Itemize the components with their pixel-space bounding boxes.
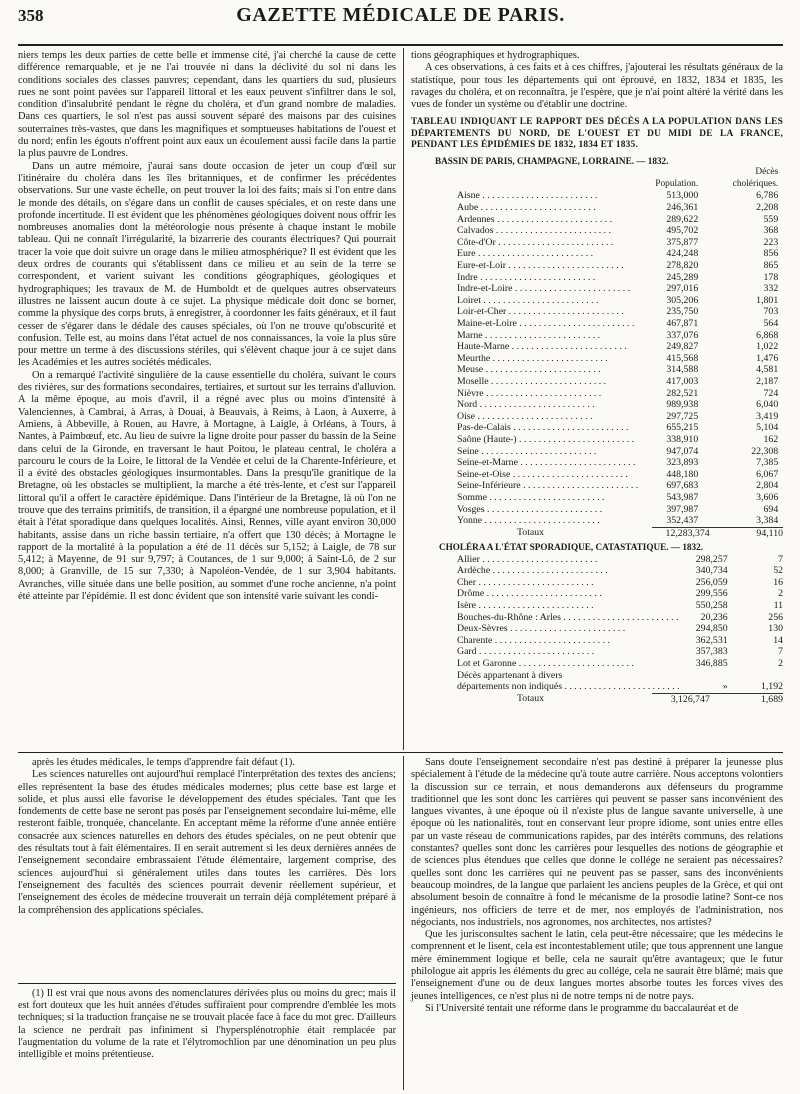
deces-cell: 6,040 — [756, 399, 779, 411]
population-cell: 256,059 — [695, 576, 728, 588]
table-row — [457, 225, 778, 237]
dept-name: Indre-et-Loire . . . . . . . . . . . . . . . . . . . . . . . . — [457, 283, 631, 295]
population-cell: 337,076 — [666, 329, 699, 341]
dept-name: Somme . . . . . . . . . . . . . . . . . . . . . . . . — [457, 491, 605, 503]
dept-name: Maine-et-Loire . . . . . . . . . . . . . . . . . . . . . . . . — [457, 318, 635, 329]
paragraph: A ces observations, à ces faits et à ces chiffres, j'ajouterai les résultats généraux de la statistique, pour tous les départements qui ont éprouvé, en 1832, 1834 et 1835, les ravages du choléra, et on reconnaîtra, je l'espère, que je n'ai point altéré la vérité dans les vues de fonder un système ou d'établir une doctrine. — [411, 62, 783, 111]
deces-cell: 1,022 — [756, 341, 779, 353]
population-cell: 375,877 — [666, 236, 699, 248]
table-row — [457, 422, 778, 434]
deces-cell: 2 — [778, 588, 783, 600]
dept-name: Meuse . . . . . . . . . . . . . . . . . . . . . . . . — [457, 364, 601, 376]
deces-cell: 6,786 — [756, 190, 779, 202]
table-row — [457, 646, 783, 658]
table-row — [457, 364, 778, 376]
table-row — [457, 670, 783, 682]
deces-cell: 559 — [763, 213, 779, 225]
dept-name: Indre . . . . . . . . . . . . . . . . . . . . . . . . — [457, 271, 596, 283]
sporadic-table-1832 — [457, 554, 783, 693]
population-cell: 294,850 — [695, 623, 728, 635]
left-column — [18, 50, 396, 603]
population-cell: 299,556 — [695, 588, 728, 600]
deces-cell: 7 — [778, 553, 783, 565]
population-cell: 655,215 — [666, 422, 699, 434]
col-header-deces-line1: Décès — [755, 167, 779, 178]
population-cell: 323,893 — [666, 457, 699, 469]
table-title: TABLEAU INDIQUANT LE RAPPORT DES DÉCÈS A LA POPULATION DANS LES DÉPARTEMENTS DU NORD, DE L'OUEST ET DU MIDI DE LA FRANCE, PENDANT LES ÉPIDÉMIES DE 1832, 1834 ET 1835. — [411, 117, 783, 151]
deces-cell: 724 — [763, 387, 779, 399]
population-cell: 417,003 — [666, 375, 699, 387]
dept-name: Oise . . . . . . . . . . . . . . . . . . . . . . . . — [457, 410, 593, 422]
table-header-row — [457, 167, 778, 190]
deces-cell: 2,208 — [756, 202, 779, 214]
footnote — [18, 988, 396, 1061]
table-row — [457, 260, 778, 272]
table-row — [457, 612, 783, 624]
table-row — [457, 237, 778, 249]
totals-table-1 — [457, 527, 783, 540]
paragraph: Sans doute l'enseignement secondaire n'est pas destiné à préparer la jeunesse plus spécialement à l'étude de la médecine qu'à toute autre carrière. Nous acceptons volontiers la discussion sur ce terrain, et nous demanderons aux défenseurs du programme traditionnel que les sont donc les carrières qui peuvent se passer sans inconvénient des langues vivantes, à une époque où il n'existe plus de langue savante universelle, à une époque où les nationalités, tout en conservant leur propre idiome, sont unies entre elles par un vaste réseau de communications rapides, par des intérêts communs, des relations constantes? quelles sont donc les carrières pour lesquelles des notions de géographie et de sciences plus étendues que celles que donne le collége ne seraient pas nécessaires? quelles sont donc les carrières qui ne peuvent pas se passer, sans des inconvénients beaucoup moindres, de la langue que parlaient les anciens peuples de la Grèce, et qui ont absolument besoin de connaître à fond le mécanisme de la prosodie latine? Sont-ce nos ingénieurs, nos officiers de terre et de mer, nos employés de l'administration, nos négociants, nos industriels, nos agronomes, nos architectes, nos artistes? — [411, 757, 783, 928]
population-cell: 305,206 — [666, 294, 699, 306]
dept-name: Gard . . . . . . . . . . . . . . . . . . . . . . . . — [457, 646, 595, 658]
population-cell: 989,938 — [666, 399, 699, 411]
population-cell — [680, 670, 728, 682]
table-row — [457, 492, 778, 504]
table-row — [457, 434, 778, 446]
right-column — [411, 50, 783, 705]
paragraph: Les sciences naturelles ont aujourd'hui remplacé l'interprétation des textes des anciens; elles représentent la base des études médicales modernes; plus cette base est large et solide, et plus aussi elle favorise le développement des études spéciales. Tant que les fondements de cette base ne seront pas posés par l'enseignement secondaire lui-même, elle resteront faible, tronquée, chancelante. En acceptant même la réforme d'une année entière consacrée aux sciences naturelles en dehors des études spéciales, on ne peut obtenir que des résultats tout à fait élémentaires. Il en serait autrement si les deux dernières années de l'enseignement secondaire embrassaient l'étude élémentaire, largement comprise, des sciences aujourd'hui si généralement utiles dans toutes les carrières. Dès lors l'enseignement des facultés des sciences pourrait devenir réellement supérieur, et l'enseignement des écoles de médecine trouverait un terrain déjà complétement préparé à la compréhension des applications spéciales. — [18, 769, 396, 916]
dept-name: Vosges . . . . . . . . . . . . . . . . . . . . . . . . — [457, 503, 603, 515]
total-label: Totaux — [517, 693, 545, 705]
dept-name: Seine-Inférieure . . . . . . . . . . . . . . . . . . . . . . . . — [457, 480, 639, 492]
deces-cell: 178 — [763, 271, 779, 283]
table-row — [457, 399, 778, 411]
deces-cell: 7 — [778, 646, 783, 658]
deces-cell: 2,804 — [756, 480, 779, 492]
page-header — [18, 4, 783, 44]
total-deces: 94,110 — [710, 527, 783, 539]
deces-cell: 14 — [773, 634, 783, 646]
deces-cell: 22,308 — [751, 445, 779, 457]
deces-cell: 865 — [763, 260, 779, 272]
footnote-text: (1) Il est vrai que nous avons des nomenclatures dérivées plus ou moins du grec; mais il est fort douteux que les huit années d'études suffiraient pour comprendre d'emblée les mots techniques; si la traduction française ne se trouvait placée face à face du mot grec. D'ailleurs la science ne perdrait pas infiniment si l'hypersplénotrophie était remplacée par l'augmentation du volume de la rate et l'élytromochlion par une dénomination un peu plus intelligible et moins prétentieuse. — [18, 988, 396, 1061]
table-section-heading: CHOLÉRA A L'ÉTAT SPORADIQUE, CATASTATIQUE. — 1832. — [439, 542, 704, 553]
table-row — [457, 469, 778, 481]
table-row — [457, 588, 783, 600]
deces-cell: 5,104 — [756, 422, 779, 434]
dept-name: Bouches-du-Rhône : Arles . . . . . . . . . . . . . . . . . . . . . . . . — [457, 611, 679, 623]
table-row — [457, 446, 778, 458]
paragraph: Dans un autre mémoire, j'aurai sans doute occasion de jeter un coup d'œil sur l'itinéraire du choléra dans les îles britanniques, et de confirmer les précédentes observations. Sur une vaste échelle, on peut trouver la loi des faits; mais si l'on entre dans le monde des détails, on s'égare dans un conflit de causes spéciales, et on reste dans une profonde incertitude. Il est évident que les phénomènes géologiques doivent nous offrir les nombreuses anomalies dont la météorologie nous présente à chaque instant le mobile tableau. Qui ne connaît l'irrégularité, la bizarrerie des courants électriques? Qui pourrait tracer la voie que doit suivre un orage dans le milieu atmosphérique? Il est évident que les deux ordres de courants qui s'établissent dans ce milieu et au sein de la terre se correspondent, et varient suivant les conditions géographiques, géologiques et hydrographiques; les travaux de M. de Humboldt et de quelques autres observateurs illustres ne laissent aucun doute à ce sujet. La physique médicale doit donc se borner, comme la physique des corps bruts, à enregistrer, à coordonner les faits généraux, et il faut cesser de s'égarer dans le dédale des causes spéciales, où l'on ne trouve qu'obscurité et confusion. Telle est, au moins dans l'état actuel de nos connaissances, la voie la plus sûre pour mettre un terme à des discussions stériles, qui s'élèvent chaque jour à ce sujet dans les Académies et les autres sociétés médicales. — [18, 160, 396, 369]
population-cell: 467,871 — [666, 318, 699, 329]
footnote-rule — [18, 983, 396, 984]
table-row — [457, 577, 783, 589]
deces-cell: 223 — [763, 236, 779, 248]
dept-name: Nièvre . . . . . . . . . . . . . . . . . . . . . . . . — [457, 387, 602, 399]
table-row — [457, 353, 778, 365]
table-row — [457, 623, 783, 635]
dept-name: Côte-d'Or . . . . . . . . . . . . . . . . . . . . . . . . — [457, 236, 614, 248]
table-row — [457, 504, 778, 516]
population-cell: 397,987 — [666, 503, 699, 515]
dept-name: Isère . . . . . . . . . . . . . . . . . . . . . . . . — [457, 599, 594, 611]
dept-name: Eure . . . . . . . . . . . . . . . . . . . . . . . . — [457, 248, 594, 260]
table-row — [457, 457, 778, 469]
table-row — [457, 272, 778, 284]
table-row — [457, 480, 778, 492]
dept-name: Aube . . . . . . . . . . . . . . . . . . . . . . . . — [457, 202, 596, 214]
population-cell: 289,622 — [666, 213, 699, 225]
table-row — [457, 295, 778, 307]
table-row — [457, 202, 778, 214]
dept-name: Moselle . . . . . . . . . . . . . . . . . . . . . . . . — [457, 375, 607, 387]
table-row — [457, 376, 778, 388]
deces-cell: 52 — [773, 565, 783, 577]
table-total-row — [457, 693, 783, 705]
dept-name: Seine-et-Marne . . . . . . . . . . . . . . . . . . . . . . . . — [457, 457, 636, 469]
dept-name: Nord . . . . . . . . . . . . . . . . . . . . . . . . — [457, 399, 595, 411]
deces-cell: 703 — [763, 306, 779, 318]
section-rule — [18, 752, 783, 753]
deces-cell: 1,476 — [756, 352, 779, 364]
deces-cell: 1,801 — [756, 294, 779, 306]
table-row — [457, 318, 778, 330]
population-cell: 282,521 — [666, 387, 699, 399]
total-label: Totaux — [517, 527, 545, 539]
population-cell: 246,361 — [666, 202, 699, 214]
table-row — [457, 565, 783, 577]
dept-name: Haute-Marne . . . . . . . . . . . . . . . . . . . . . . . . — [457, 341, 627, 353]
population-cell: 448,180 — [666, 468, 699, 480]
deces-cell: 130 — [768, 623, 783, 635]
deces-cell: 1,192 — [760, 681, 783, 693]
paragraph: tions géographiques et hydrographiques. — [411, 50, 580, 61]
population-cell: 249,827 — [666, 341, 699, 353]
table-row — [457, 388, 778, 400]
dept-name: Décès appartenant à divers — [457, 669, 563, 681]
dept-name: Yonne . . . . . . . . . . . . . . . . . . . . . . . . — [457, 515, 600, 527]
table-row — [457, 515, 778, 527]
table-row — [457, 214, 778, 226]
dept-name: Loir-et-Cher . . . . . . . . . . . . . . . . . . . . . . . . — [457, 306, 624, 318]
header-rule — [18, 44, 783, 46]
population-cell: 340,734 — [695, 565, 728, 577]
dept-name: Calvados . . . . . . . . . . . . . . . . . . . . . . . . — [457, 225, 612, 237]
deces-cell: 7,385 — [756, 457, 779, 469]
deces-cell: 4,581 — [756, 364, 779, 376]
total-population: 12,283,374 — [652, 527, 710, 539]
dept-name: Aisne . . . . . . . . . . . . . . . . . . . . . . . . — [457, 190, 598, 202]
table-total-row — [457, 527, 783, 539]
dept-name: Loiret . . . . . . . . . . . . . . . . . . . . . . . . — [457, 294, 599, 306]
population-cell: 278,820 — [666, 260, 699, 272]
deces-cell: 694 — [763, 503, 779, 515]
deces-cell: 6,868 — [756, 329, 779, 341]
journal-title: GAZETTE MÉDICALE DE PARIS. — [236, 4, 565, 26]
dept-name: Deux-Sèvres . . . . . . . . . . . . . . . . . . . . . . . . — [457, 623, 626, 635]
dept-name: Charente . . . . . . . . . . . . . . . . . . . . . . . . — [457, 634, 610, 646]
deces-cell: 11 — [773, 599, 783, 611]
mortality-table-1832 — [457, 167, 778, 526]
table-row — [457, 341, 778, 353]
col-header-deces — [698, 167, 778, 190]
population-cell: 495,702 — [666, 225, 699, 237]
deces-cell: 3,419 — [756, 410, 779, 422]
page-number: 358 — [18, 6, 44, 25]
population-cell: 513,000 — [666, 190, 699, 202]
population-cell: 362,531 — [695, 634, 728, 646]
dept-name: Pas-de-Calais . . . . . . . . . . . . . . . . . . . . . . . . — [457, 422, 629, 434]
table-row — [457, 681, 783, 693]
dept-name: Seine-et-Oise . . . . . . . . . . . . . . . . . . . . . . . . — [457, 468, 628, 480]
population-cell: 245,289 — [666, 271, 699, 283]
deces-cell: 856 — [763, 248, 779, 260]
population-cell: 235,750 — [666, 306, 699, 318]
column-divider — [403, 756, 404, 1090]
total-population: 3,126,747 — [652, 693, 710, 705]
table-row — [457, 306, 778, 318]
paragraph: Si l'Université tentait une réforme dans le programme du baccalauréat et de — [425, 1002, 739, 1014]
deces-cell: 162 — [763, 433, 779, 445]
dept-name: Ardennes . . . . . . . . . . . . . . . . . . . . . . . . — [457, 213, 613, 225]
paragraph: niers temps les deux parties de cette belle et immense cité, j'ai cherché la cause de cette différence remarquable, et je ne l'ai trouvée ni dans la déclivité du sol ni dans les conditions sociales des classes pauvres; cependant, dans les quartiers du sud, plusieurs rues ne sont point pavées sur l'appareil littoral et les eaux peuvent s'infiltrer dans le sol, condition d'insalubrité pendant le règne du choléra, et d'un grand nombre de maladies. Dans ces quartiers, le sol n'est pas aussi souvent séparé des maisons par des cuisines souterraines très-vastes, que dans les magnifiques et somptueuses habitations de l'ouest et du nord; enfin les égouts n'offrent point aux eaux un écoulement aussi facile dans la partie la plus pauvre de Londres. — [18, 50, 396, 160]
population-cell: 297,725 — [666, 410, 699, 422]
table-row — [457, 600, 783, 612]
table-section-heading: BASSIN DE PARIS, CHAMPAGNE, LORRAINE. — 1832. — [435, 155, 669, 166]
totals-table-2 — [457, 693, 783, 706]
table-row — [457, 658, 783, 670]
dept-name: Cher . . . . . . . . . . . . . . . . . . . . . . . . — [457, 576, 594, 588]
dept-name: Drôme . . . . . . . . . . . . . . . . . . . . . . . . — [457, 588, 602, 600]
deces-cell: 2 — [778, 657, 783, 669]
table-row — [457, 554, 783, 566]
population-cell: 297,016 — [666, 283, 699, 295]
column-divider — [403, 48, 404, 750]
dept-name: Ardèche . . . . . . . . . . . . . . . . . . . . . . . . — [457, 565, 608, 577]
population-cell: 352,437 — [666, 515, 699, 527]
population-cell: 947,074 — [666, 445, 699, 457]
deces-cell — [728, 670, 783, 682]
paragraph: Que les jurisconsultes sachent le latin, cela peut-être nécessaire; que les médecins le comprennent et le lisent, cela est incontestablement utile; que tous apprennent une langue mère éminemment logique et belle, cela ne saurait qu'être avantageux; que le futur philologue ait appris les éléments du grec au collége, cela ne saurait être blâmé; mais que l'enseignement d'une ou de deux langues mortes absorbe toutes les forces vives des jeunes intelligences, ce n'est plus ni de notre temps ni de notre pays. — [411, 929, 783, 1002]
deces-cell: 3,606 — [756, 491, 779, 503]
dept-name: Seine . . . . . . . . . . . . . . . . . . . . . . . . — [457, 445, 597, 457]
paragraph: On a remarqué l'activité singulière de la cause essentielle du choléra, suivant le cours des rivières, sur des formations secondaires, tertiaires, et surtout sur les terrains d'alluvion. A la même époque, au mois d'avril, il a régné avec plus ou moins d'intensité à Valenciennes, à Cambrai, à Arras, à Douai, à Beauvais, à Reims, à Laon, à Auxerre, à Amiens, à Abbeville, à Rouen, au Havre, à Mortagne, à Laigle, à Orléans, à Tours, à Nantes, à Paimbœuf, etc. Au lieu de suivre la ligne droite pour passer du bassin de la Seine dans celui de la Gironde, en traversant le haut Poitou, le plateau central, le choléra a parcouru le cours de la Loire, le littoral de la Vendée et celui de la Charente-Inférieure, et il a évité des obstacles géologiques insurmontables. Dans la presqu'île granitique de la Bretagne, où les obstacles se multiplient, la marche a été très-lente, et c'est sur l'appareil littoral qu'il a offert le caractère épidémique. Dans l'intérieur de la Bretagne, là où l'on ne trouve que des terrains primitifs, de transition, il a épargné une nombreuse population, et il était à l'état sporadique dans quelques localités. Ainsi, Rennes, ville ayant environ 30,000 habitants, assise dans un riche bassin tertiaire, n'a offert que 130 décès; à Mortagne le rapport de la mortalité à la population a été de 11 décès sur 5,152; à Laigle, de 78 sur 5,412; à Mayenne, de 91 sur 9,797; à Coutances, de 1 sur 9,000; à Saint-Lô, de 2 sur 8,000; à Granville, de 15 sur 7,330; à Napoléon-Vendée, de 1 sur 3,904 habitants. Avranches, ville située dans une belle position, au sommet d'une roche ancienne, n'a point été atteinte par l'épidémie. Il est donc évident que son intensité varie suivant les condi- — [18, 369, 396, 603]
dept-name: Eure-et-Loir . . . . . . . . . . . . . . . . . . . . . . . . — [457, 260, 624, 272]
deces-cell: 16 — [773, 576, 783, 588]
population-cell: 415,568 — [666, 352, 699, 364]
population-cell: 550,258 — [695, 599, 728, 611]
paragraph: après les études médicales, le temps d'apprendre fait défaut (1). — [32, 757, 295, 768]
population-cell: 697,683 — [666, 480, 699, 492]
dept-name: Lot et Garonne . . . . . . . . . . . . . . . . . . . . . . . . — [457, 657, 634, 669]
population-cell: » — [722, 681, 728, 693]
dept-name: Saône (Haute-) . . . . . . . . . . . . . . . . . . . . . . . . — [457, 433, 635, 445]
population-cell: 338,910 — [666, 433, 699, 445]
deces-cell: 332 — [763, 283, 779, 295]
dept-name: départements non indiqués . . . . . . . . . . . . . . . . . . . . . . . . — [457, 681, 680, 693]
col-header-population: Population. — [655, 178, 699, 189]
table-row — [457, 283, 778, 295]
bottom-right-column — [411, 757, 783, 1015]
bottom-left-column — [18, 757, 396, 917]
table-row — [457, 330, 778, 342]
population-cell: 357,383 — [695, 646, 728, 658]
table-row — [457, 190, 778, 202]
population-cell: 543,987 — [666, 491, 699, 503]
population-cell: 298,257 — [695, 553, 728, 565]
total-deces: 1,689 — [710, 693, 783, 705]
deces-cell: 2,187 — [756, 375, 779, 387]
deces-cell: 256 — [768, 611, 783, 623]
table-row — [457, 248, 778, 260]
deces-cell: 6,067 — [756, 468, 779, 480]
col-header-deces-line2: cholériques. — [732, 178, 779, 189]
dept-name: Meurthe . . . . . . . . . . . . . . . . . . . . . . . . — [457, 352, 608, 364]
deces-cell: 564 — [763, 318, 779, 329]
population-cell: 424,248 — [666, 248, 699, 260]
table-row — [457, 635, 783, 647]
population-cell: 346,885 — [695, 657, 728, 669]
table-row — [457, 411, 778, 423]
population-cell: 20,236 — [700, 611, 728, 623]
dept-name: Marne . . . . . . . . . . . . . . . . . . . . . . . . — [457, 329, 601, 341]
population-cell: 314,588 — [666, 364, 699, 376]
deces-cell: 3,384 — [756, 515, 779, 527]
dept-name: Allier . . . . . . . . . . . . . . . . . . . . . . . . — [457, 553, 598, 565]
deces-cell: 368 — [763, 225, 779, 237]
